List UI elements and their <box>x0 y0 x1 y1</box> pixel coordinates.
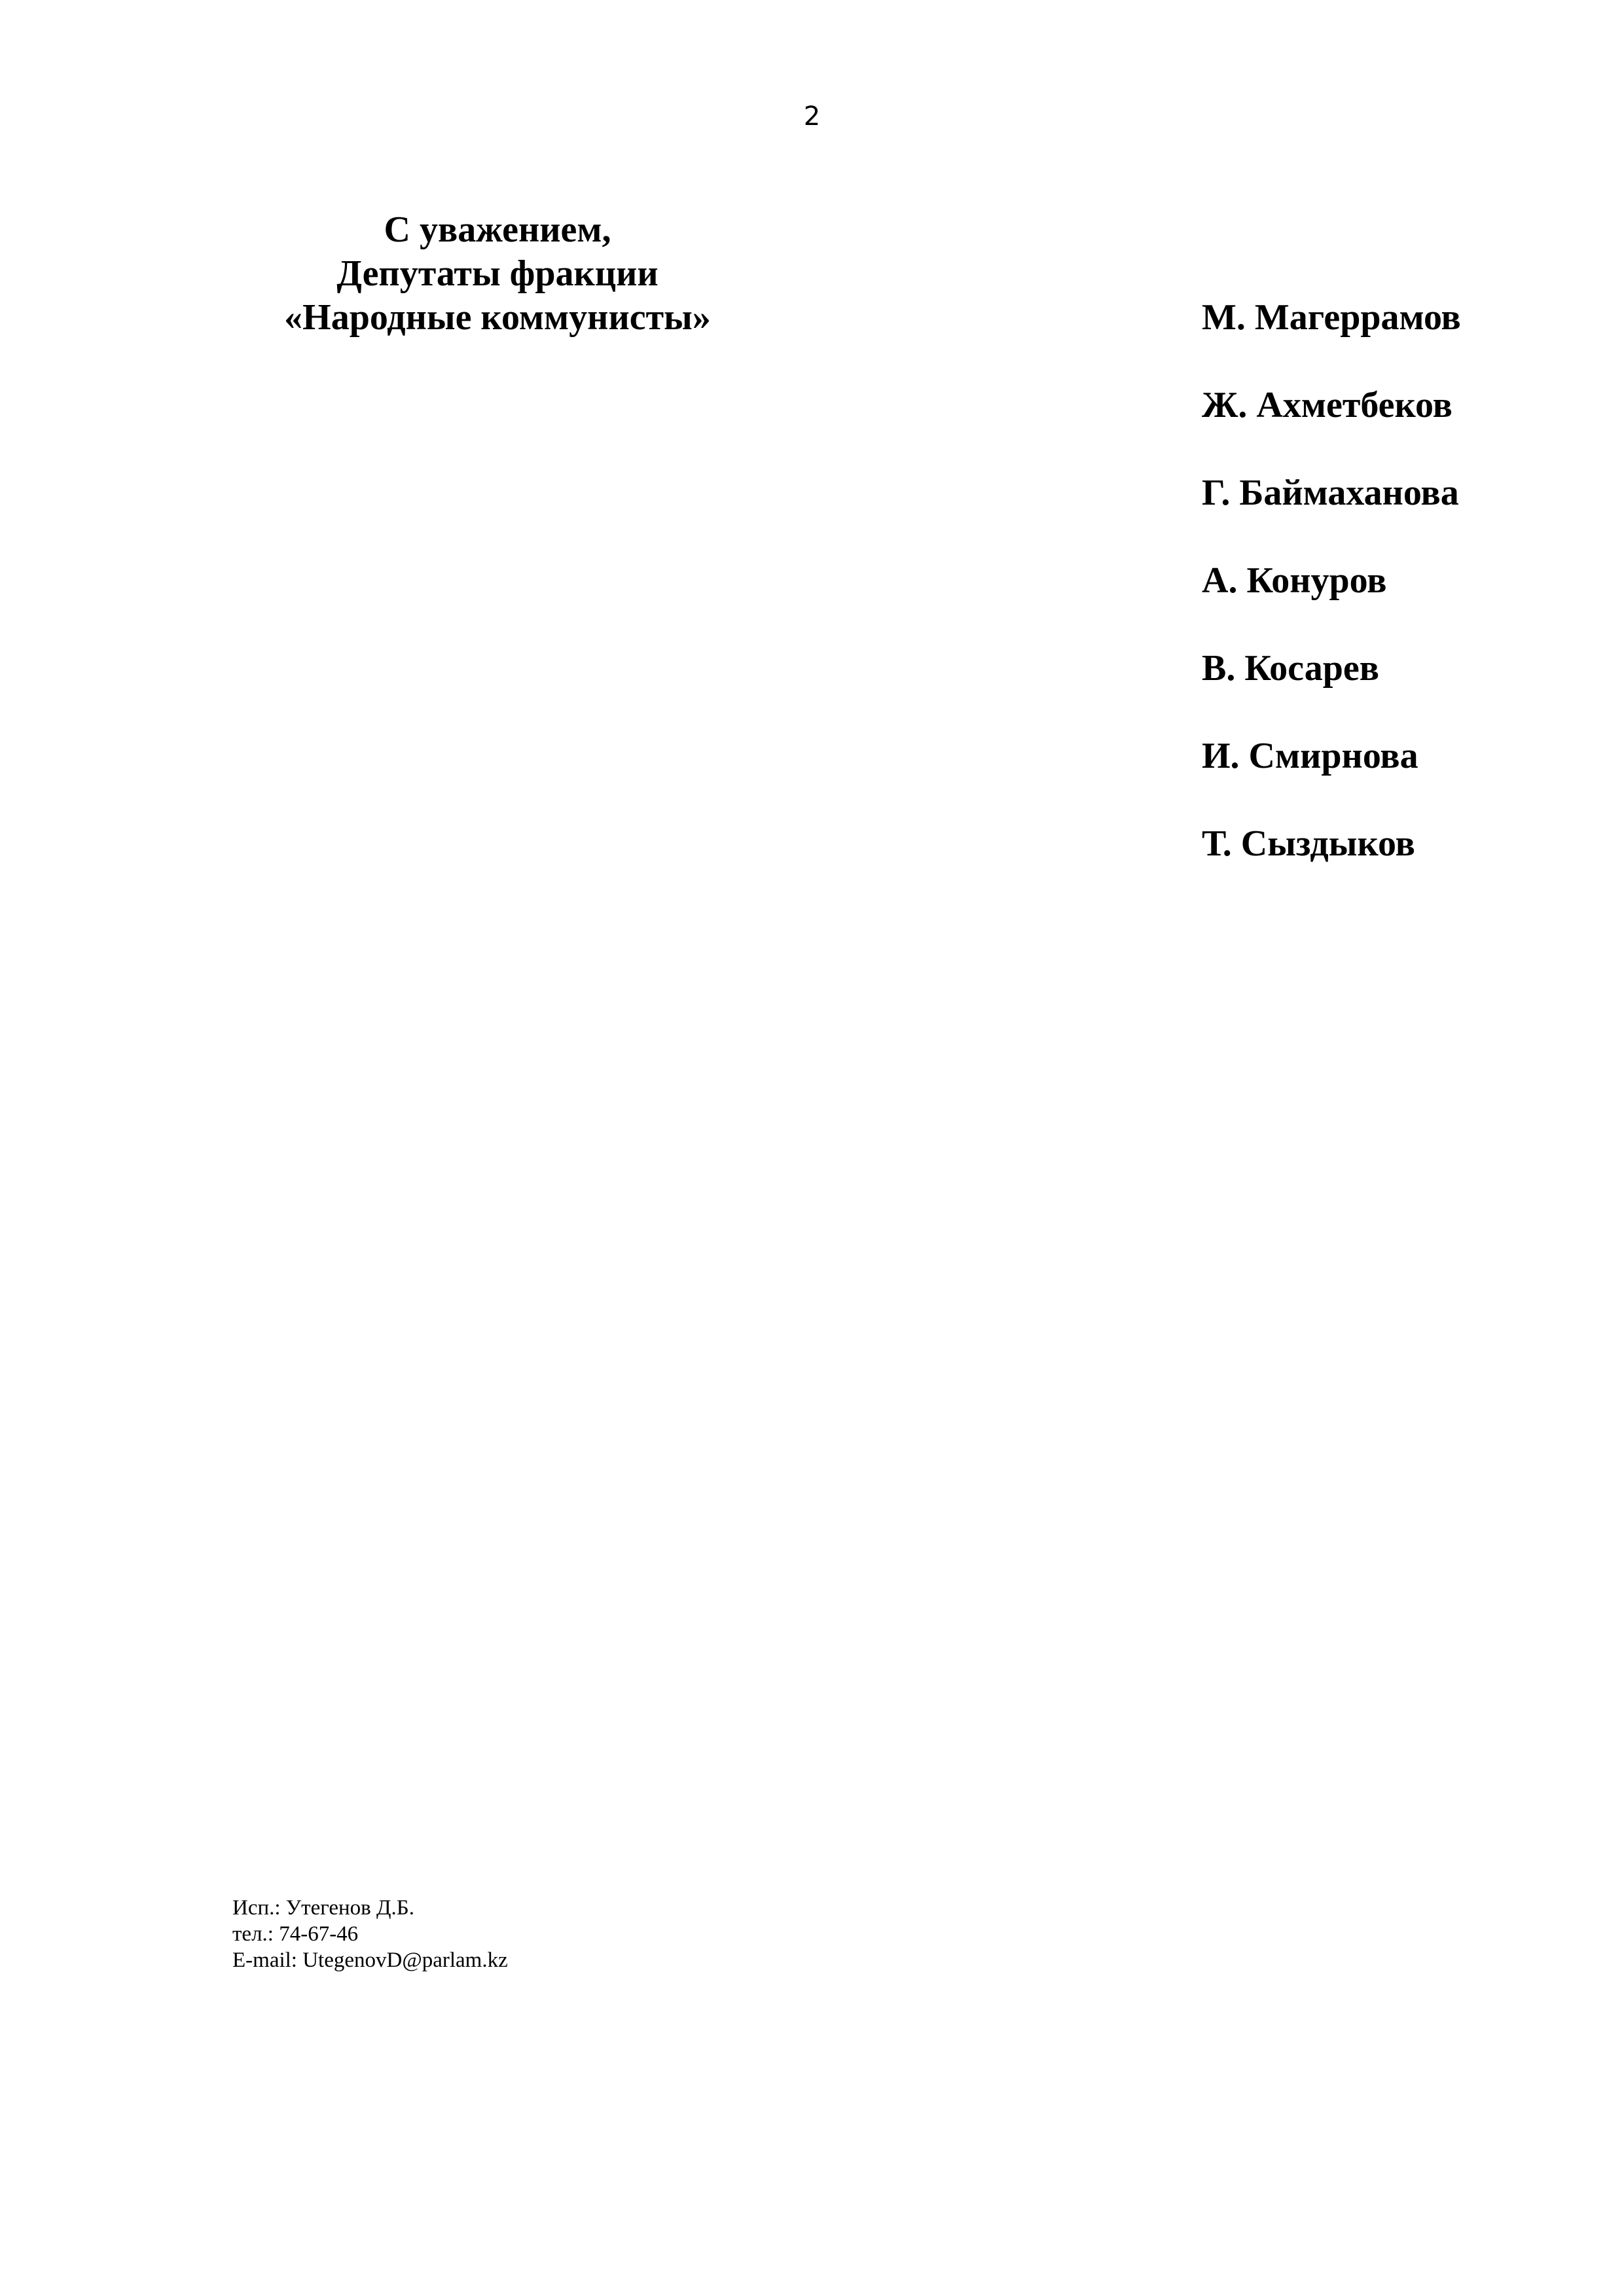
signatory-list <box>1202 296 1461 910</box>
page-number: 2 <box>803 101 821 132</box>
signatory-name: И. Смирнова <box>1202 736 1418 776</box>
closing-deputies: Депутаты фракции <box>336 253 659 294</box>
signatory-name: Ж. Ахметбеков <box>1202 385 1453 425</box>
closing-greeting: С уважением, <box>384 209 611 250</box>
signatory-name: Г. Баймаханова <box>1202 473 1459 513</box>
signatory-name: М. Магеррамов <box>1202 297 1461 338</box>
executor-email: E-mail: UtegenovD@parlam.kz <box>232 1948 508 1972</box>
closing-faction: «Народные коммунисты» <box>284 297 711 338</box>
signatory-name: Т. Сыздыков <box>1202 823 1415 864</box>
signatory-name: В. Косарев <box>1202 648 1379 689</box>
executor-phone: тел.: 74-67-46 <box>232 1922 359 1946</box>
closing-block <box>249 208 746 340</box>
executor-info <box>232 1895 508 1973</box>
signatory-name: А. Конуров <box>1202 560 1387 601</box>
executor-name: Исп.: Утегенов Д.Б. <box>232 1896 414 1920</box>
